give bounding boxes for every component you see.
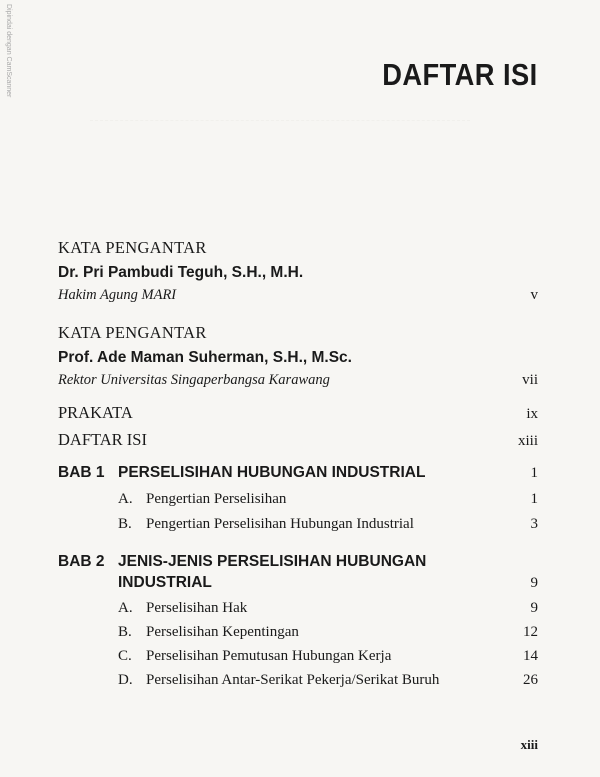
subsection-letter: C. (118, 648, 132, 664)
chapter-title: PERSELISIHAN HUBUNGAN INDUSTRIAL (118, 464, 426, 481)
entry-heading: KATA PENGANTAR (58, 238, 207, 257)
entry-role-row (58, 372, 538, 389)
entry-author: Prof. Ade Maman Suherman, S.H., M.Sc. (58, 349, 352, 366)
subsection-page: 12 (523, 624, 538, 640)
subsection-text: Pengertian Perselisihan Hubungan Industrial (146, 516, 414, 532)
chapter-2[interactable] (58, 553, 538, 689)
prakata-label: PRAKATA (58, 403, 133, 422)
subsection-text: Perselisihan Antar-Serikat Pekerja/Serikat Buruh (146, 672, 440, 688)
subsection-row[interactable] (118, 491, 538, 508)
entry-heading: KATA PENGANTAR (58, 323, 207, 342)
entry-page: v (530, 287, 538, 303)
entry-page: vii (522, 372, 538, 388)
chapter-heading-line-2 (58, 574, 538, 592)
subsection-row[interactable] (118, 672, 538, 689)
chapter-heading (58, 553, 538, 571)
entry-role-row (58, 287, 538, 304)
subsection-row[interactable] (118, 516, 538, 533)
subsection-row[interactable] (118, 600, 538, 617)
scanner-watermark: Dipindai dengan CamScanner (5, 4, 12, 98)
chapter-number: BAB 1 (58, 464, 105, 481)
daftar-isi-page: xiii (517, 433, 538, 449)
subsection-text: Pengertian Perselisihan (146, 491, 287, 507)
subsection-text: Perselisihan Hak (146, 600, 248, 616)
subsection-letter: A. (118, 491, 133, 507)
subsection-letter: B. (118, 624, 132, 640)
subsection-text: Perselisihan Pemutusan Hubungan Kerja (146, 648, 392, 664)
subsection-page: 1 (530, 491, 538, 507)
chapter-page: 1 (530, 465, 538, 481)
entry-role: Hakim Agung MARI (58, 287, 177, 303)
subsection-letter: D. (118, 672, 133, 688)
subsection-text: Perselisihan Kepentingan (146, 624, 299, 640)
chapter-page: 9 (530, 575, 538, 591)
chapter-title-line-1: JENIS-JENIS PERSELISIHAN HUBUNGAN (118, 553, 427, 570)
chapter-heading (58, 464, 538, 482)
subsection-page: 9 (530, 600, 538, 616)
chapter-title-line-2: INDUSTRIAL (118, 574, 212, 591)
daftar-isi-label: DAFTAR ISI (58, 430, 147, 449)
front-matter-entry-1[interactable] (58, 238, 538, 304)
subsection-page: 14 (523, 648, 538, 664)
front-matter-entry-2[interactable] (58, 323, 538, 389)
entry-role: Rektor Universitas Singaperbangsa Karawang (58, 372, 330, 388)
chapter-1[interactable] (58, 464, 538, 533)
subsection-page: 3 (530, 516, 538, 532)
subsection-row[interactable] (118, 624, 538, 641)
prakata-entry[interactable] (58, 403, 538, 423)
chapter-number: BAB 2 (58, 553, 105, 570)
entry-author: Dr. Pri Pambudi Teguh, S.H., M.H. (58, 264, 304, 281)
subsection-letter: A. (118, 600, 133, 616)
page-title: DAFTAR ISI (382, 57, 538, 92)
prakata-page: ix (526, 406, 538, 422)
footer-page-number: xiii (520, 737, 538, 752)
subsection-letter: B. (118, 516, 132, 532)
subsection-row[interactable] (118, 648, 538, 665)
daftar-isi-entry[interactable] (58, 430, 538, 450)
subsection-page: 26 (523, 672, 538, 688)
